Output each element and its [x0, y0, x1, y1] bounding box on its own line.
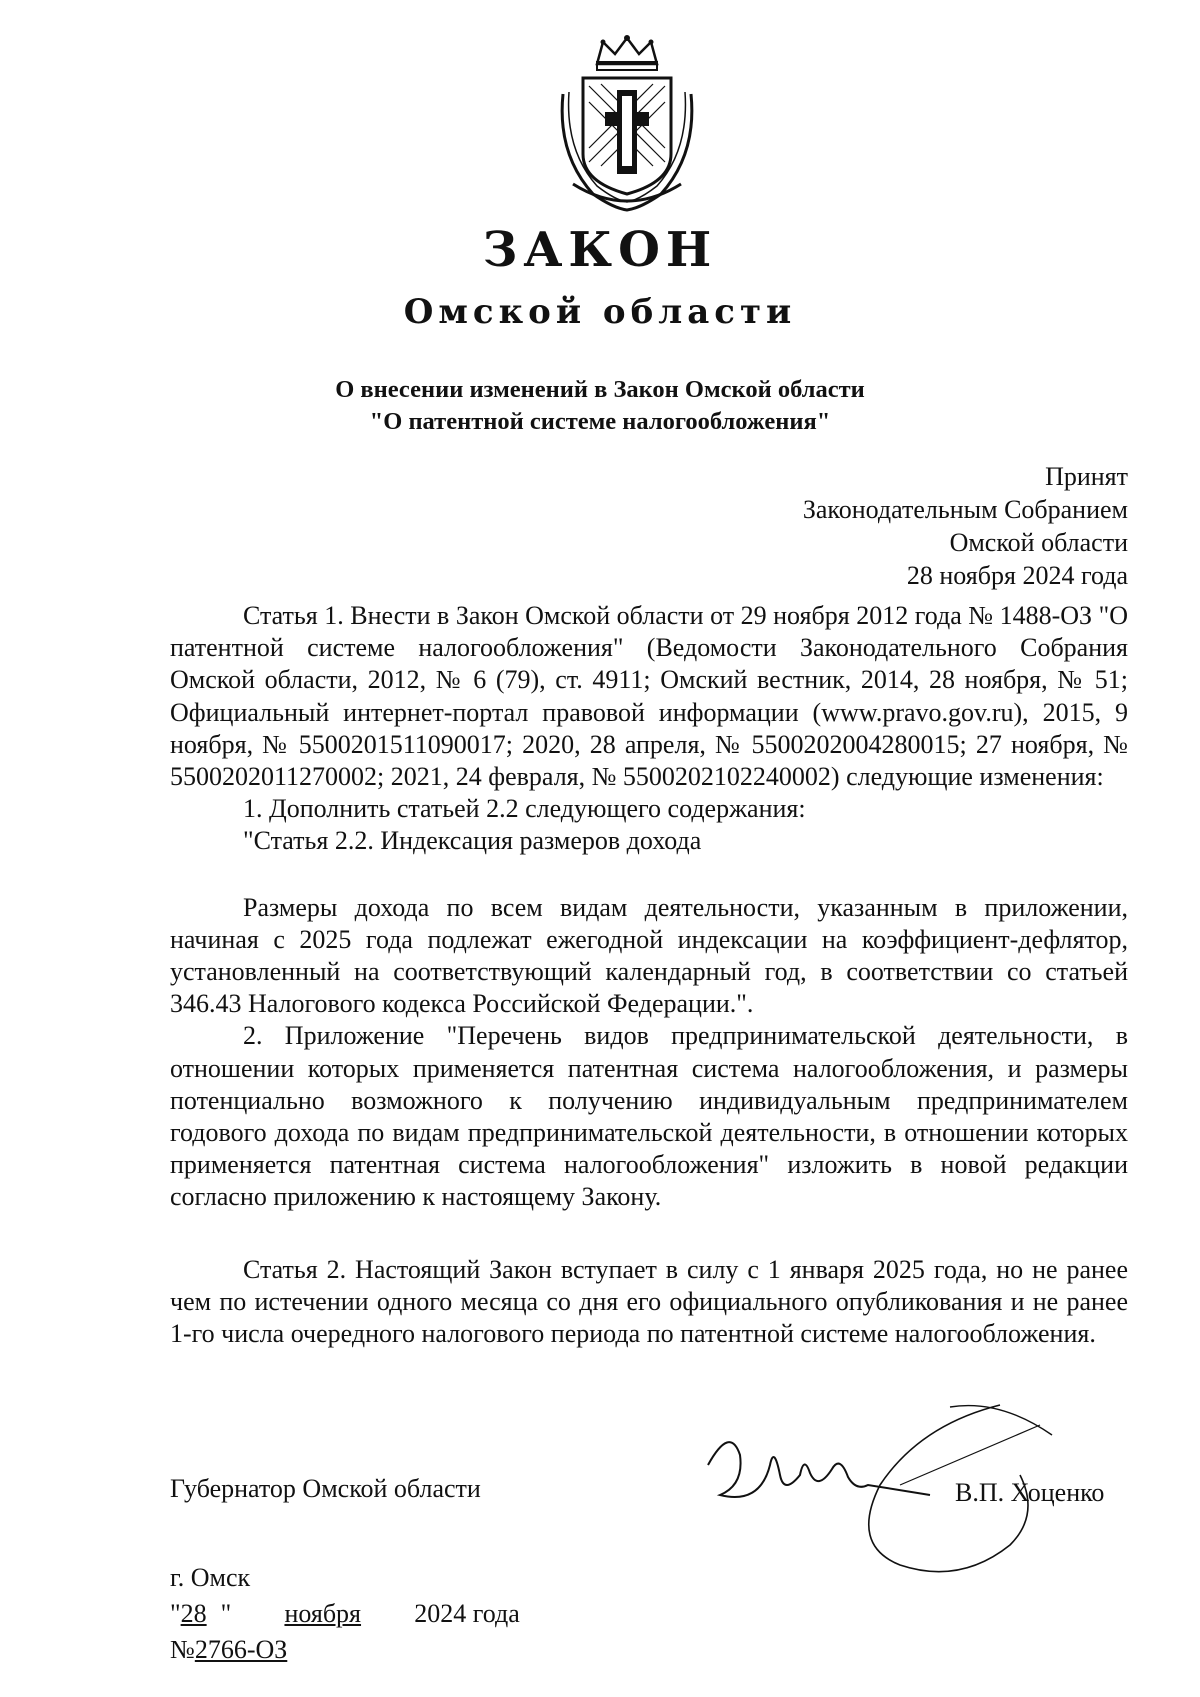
date-day: 28	[180, 1599, 207, 1628]
document-region: Омской области	[403, 292, 797, 332]
date-month: ноября	[284, 1599, 362, 1628]
number-sign: №	[170, 1635, 195, 1664]
date-quote-open: "	[170, 1599, 181, 1628]
omsk-oblast-coat-of-arms-icon	[553, 34, 701, 212]
article-2-paragraph: Статья 2. Настоящий Закон вступает в силу с 1 января 2025 года, но не ранее чем по истечении одного месяца со дня его официального опубликования и не ранее 1-го числа очередного налогового периода по патентной системе налогообложения.	[170, 1254, 1128, 1349]
adopted-line-3: Омской области	[949, 528, 1128, 557]
governor-name: В.П. Хоценко	[955, 1478, 1105, 1507]
adoption-block	[803, 460, 1128, 592]
law-number	[170, 1632, 520, 1668]
date-quote-close: "	[220, 1599, 232, 1628]
subject-line-2: "О патентной системе налогообложения"	[369, 408, 831, 435]
place-date-number	[170, 1560, 520, 1668]
article-1-paragraph: Статья 1. Внести в Закон Омской области от 29 ноября 2012 года № 1488-ОЗ "О патентной системе налогообложения" (Ведомости Законодательного Собрания Омской области, 2012, № 6 (79), ст. 4911; Омский вестник, 2014, 28 ноября, № 51; Официальный интернет-портал правовой информации (www.pravo.gov.ru), 2015, 9 ноября, № 5500201511090017; 2020, 28 апреля, № 5500202004280015; 27 ноября, № 5500202011270002; 2021, 24 февраля, № 5500202102240002) следующие изменения:	[170, 601, 1128, 792]
adopted-date: 28 ноября 2024 года	[906, 561, 1128, 590]
item-2: 2. Приложение "Перечень видов предпринимательской деятельности, в отношении которых применяется патентная система налогообложения, и размеры потенциально возможного к получению индивидуальным предпринимателем годового дохода по видам предпринимательской деятельности, в отношении которых применяется патентная система налогообложения" изложить в новой редакции согласно приложению к настоящему Закону.	[170, 1021, 1128, 1212]
law-number-value: 2766-ОЗ	[194, 1635, 288, 1664]
item-1: 1. Дополнить статьей 2.2 следующего содержания:	[243, 794, 806, 824]
document-subject	[0, 374, 1200, 438]
document-title: ЗАКОН	[482, 222, 718, 278]
governor-title: Губернатор Омской области	[170, 1474, 481, 1503]
document-body	[170, 600, 1128, 1350]
item-1-text: Размеры дохода по всем видам деятельности, указанным в приложении, начиная с 2025 года подлежат ежегодной индексации на коэффициент-дефлятор, установленный на соответствующий календарный год, в соответствии со статьей 346.43 Налогового кодекса Российской Федерации.".	[170, 892, 1128, 1019]
item-1-article-heading: "Статья 2.2. Индексация размеров дохода	[243, 826, 702, 856]
adopted-line-1: Принят	[1045, 462, 1128, 491]
date-year: 2024 года	[414, 1599, 520, 1628]
signing-date	[170, 1596, 520, 1632]
subject-line-1: О внесении изменений в Закон Омской области	[335, 376, 865, 403]
city: г. Омск	[170, 1563, 251, 1592]
adopted-line-2: Законодательным Собранием	[802, 495, 1128, 524]
